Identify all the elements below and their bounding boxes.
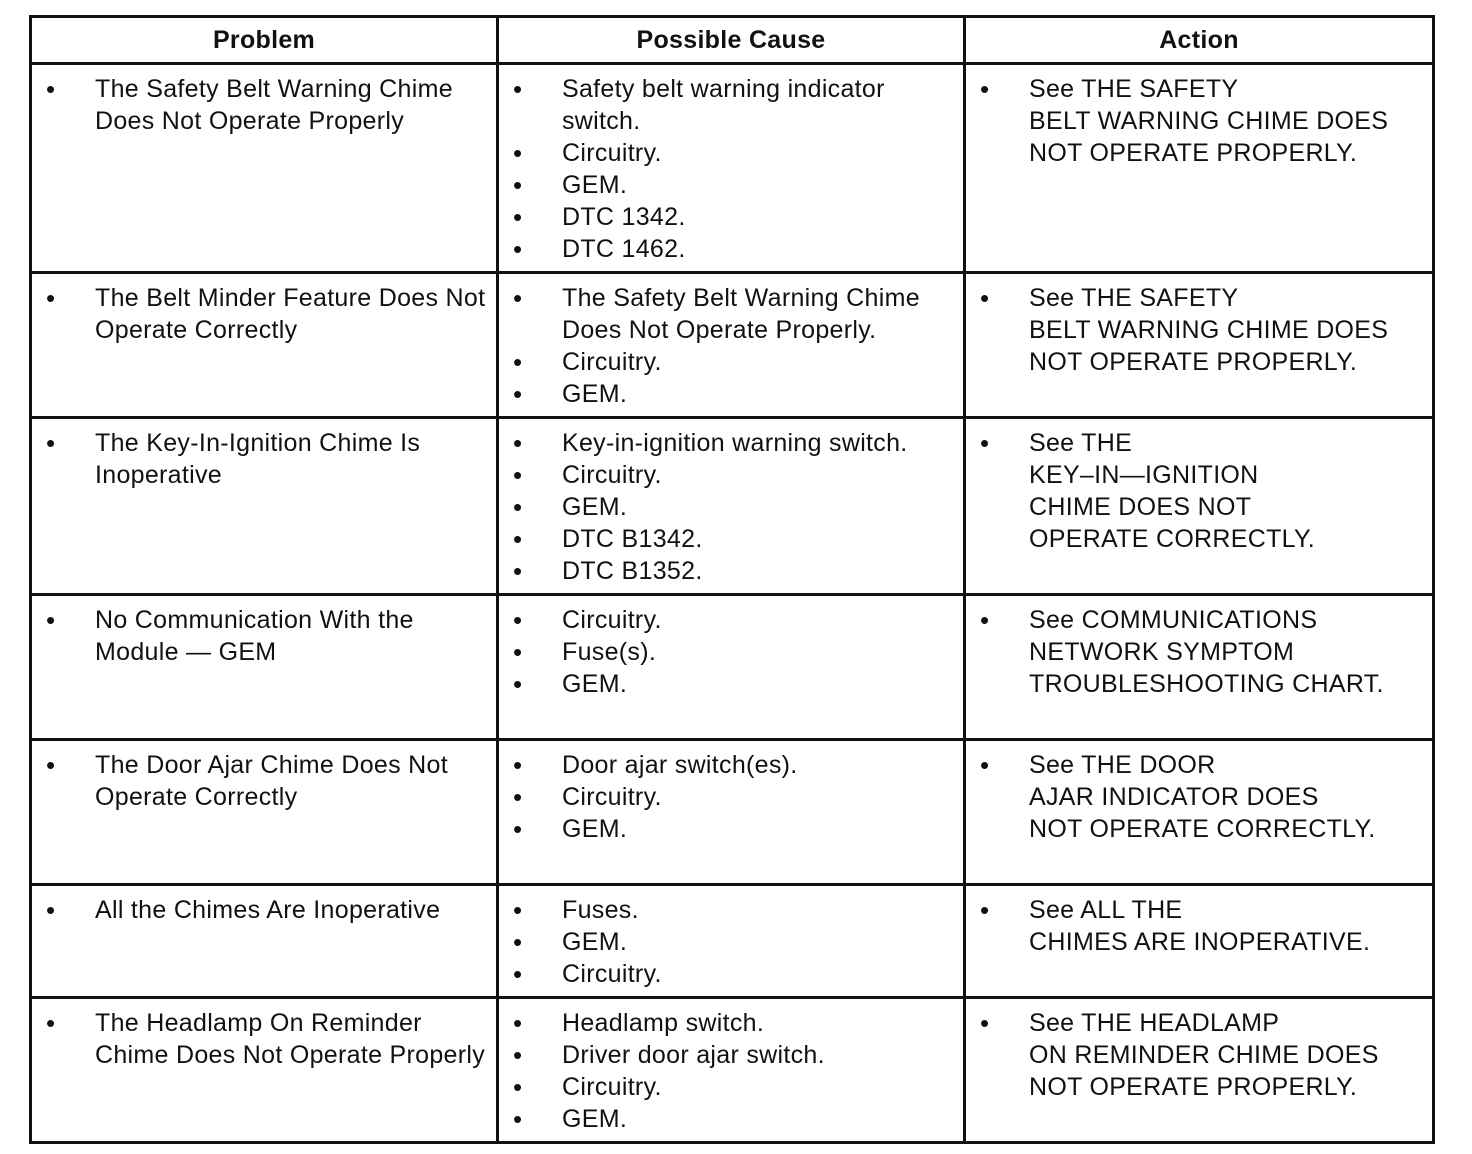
- problem-cell: [31, 273, 498, 418]
- cause-item: • DTC 1342.: [499, 201, 955, 233]
- table-row: [31, 740, 1434, 885]
- cause-item: • Circuitry.: [499, 346, 955, 378]
- symptom-chart-table: [29, 15, 1435, 1144]
- cause-item: • GEM.: [499, 378, 955, 410]
- cause-cell: [498, 885, 965, 998]
- cause-cell: [498, 595, 965, 740]
- problem-cell: [31, 740, 498, 885]
- action-text: • See THE SAFETY BELT WARNING CHIME DOES NOT OPERATE PROPERLY.: [966, 73, 1424, 169]
- action-text: • See THE KEY–IN—IGNITION CHIME DOES NOT OPERATE CORRECTLY.: [966, 427, 1424, 555]
- cause-item: • GEM.: [499, 169, 955, 201]
- action-text: • See THE SAFETY BELT WARNING CHIME DOES NOT OPERATE PROPERLY.: [966, 282, 1424, 378]
- cause-item: • Circuitry.: [499, 459, 955, 491]
- action-text: • See ALL THE CHIMES ARE INOPERATIVE.: [966, 894, 1424, 958]
- cause-item: • DTC 1462.: [499, 233, 955, 265]
- cause-item: • Circuitry.: [499, 1071, 955, 1103]
- cause-item: • Door ajar switch(es).: [499, 749, 955, 781]
- header-action: Action: [965, 17, 1434, 64]
- cause-item: • GEM.: [499, 813, 955, 845]
- action-cell: [965, 595, 1434, 740]
- table-row: [31, 273, 1434, 418]
- cause-item: • Circuitry.: [499, 137, 955, 169]
- cause-item: • Circuitry.: [499, 958, 955, 990]
- table-row: [31, 998, 1434, 1143]
- cause-item: • DTC B1342.: [499, 523, 955, 555]
- cause-cell: [498, 998, 965, 1143]
- action-text: • See THE DOOR AJAR INDICATOR DOES NOT OPERATE CORRECTLY.: [966, 749, 1424, 845]
- action-cell: [965, 740, 1434, 885]
- problem-text: • The Key-In-Ignition Chime Is Inoperative: [32, 427, 488, 491]
- cause-item: • GEM.: [499, 491, 955, 523]
- cause-item: • GEM.: [499, 1103, 955, 1135]
- problem-cell: [31, 418, 498, 595]
- cause-item: • Headlamp switch.: [499, 1007, 955, 1039]
- problem-cell: [31, 595, 498, 740]
- action-cell: [965, 273, 1434, 418]
- problem-cell: [31, 64, 498, 273]
- cause-item: • The Safety Belt Warning Chime Does Not Operate Properly.: [499, 282, 955, 346]
- problem-text: • The Headlamp On Reminder Chime Does Not Operate Properly: [32, 1007, 488, 1071]
- action-cell: [965, 418, 1434, 595]
- cause-item: • Circuitry.: [499, 781, 955, 813]
- cause-cell: [498, 64, 965, 273]
- cause-item: • Key-in-ignition warning switch.: [499, 427, 955, 459]
- action-cell: [965, 998, 1434, 1143]
- table-row: [31, 885, 1434, 998]
- problem-text: • The Belt Minder Feature Does Not Operate Correctly: [32, 282, 488, 346]
- problem-text: • No Communication With the Module — GEM: [32, 604, 488, 668]
- cause-item: • Circuitry.: [499, 604, 955, 636]
- cause-cell: [498, 273, 965, 418]
- action-cell: [965, 885, 1434, 998]
- cause-item: • DTC B1352.: [499, 555, 955, 587]
- action-cell: [965, 64, 1434, 273]
- table-row: [31, 418, 1434, 595]
- cause-cell: [498, 418, 965, 595]
- action-text: • See COMMUNICATIONS NETWORK SYMPTOM TROUBLESHOOTING CHART.: [966, 604, 1424, 700]
- problem-cell: [31, 885, 498, 998]
- cause-item: • Driver door ajar switch.: [499, 1039, 955, 1071]
- problem-text: • All the Chimes Are Inoperative: [32, 894, 488, 926]
- problem-text: • The Safety Belt Warning Chime Does Not Operate Properly: [32, 73, 488, 137]
- header-possible-cause: Possible Cause: [498, 17, 965, 64]
- table-row: [31, 64, 1434, 273]
- problem-cell: [31, 998, 498, 1143]
- cause-item: • Fuse(s).: [499, 636, 955, 668]
- cause-item: • GEM.: [499, 668, 955, 700]
- problem-text: • The Door Ajar Chime Does Not Operate Correctly: [32, 749, 488, 813]
- cause-cell: [498, 740, 965, 885]
- cause-item: • Safety belt warning indicator switch.: [499, 73, 955, 137]
- header-problem: Problem: [31, 17, 498, 64]
- action-text: • See THE HEADLAMP ON REMINDER CHIME DOES NOT OPERATE PROPERLY.: [966, 1007, 1424, 1103]
- cause-item: • Fuses.: [499, 894, 955, 926]
- table-row: [31, 595, 1434, 740]
- cause-item: • GEM.: [499, 926, 955, 958]
- header-row: [31, 17, 1434, 64]
